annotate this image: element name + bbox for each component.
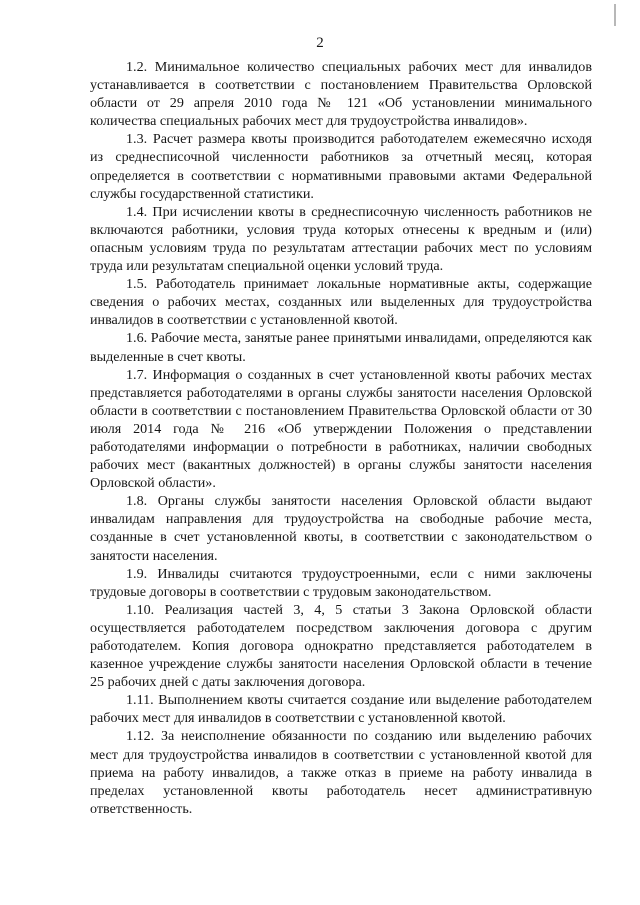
page-number: 2 <box>316 35 324 51</box>
scan-edge-mark <box>614 4 616 26</box>
paragraph-1-8: 1.8. Органы службы занятости населения Орловской области выдают инвалидам направления для трудоустройства на свободные рабочие места, созданные в счет установленной квоты, в соответствии с законодательством о занятости населения. <box>90 493 592 564</box>
document-body <box>90 58 592 818</box>
paragraph-1-6: 1.6. Рабочие места, занятые ранее принятыми инвалидами, определяются как выделенные в счет квоты. <box>90 330 592 365</box>
paragraph-1-3: 1.3. Расчет размера квоты производится работодателем ежемесячно исходя из среднесписочной численности работников за отчетный месяц, которая определяется в соответствии с нормативными правовыми актами Федеральной службы государственной статистики. <box>90 131 592 202</box>
paragraph-1-7: 1.7. Информация о созданных в счет установленной квоты рабочих местах представляется работодателями в органы службы занятости населения Орловской области в соответствии с постановлением Правительства Орловской области от 30 июля 2014 года № 216 «Об утверждении Положения о представлении работодателями информации о потребности в работниках, наличии свободных рабочих мест (вакантных должностей) в органы службы занятости населения Орловской области». <box>90 366 592 492</box>
paragraph-1-5: 1.5. Работодатель принимает локальные нормативные акты, содержащие сведения о рабочих местах, созданных или выделенных для трудоустройства инвалидов в соответствии с установленной квотой. <box>90 276 592 329</box>
paragraph-1-4: 1.4. При исчислении квоты в среднесписочную численность работников не включаются работники, условия труда которых отнесены к вредным и (или) опасным условиям труда по результатам аттестации рабочих мест по условиям труда или результатам специальной оценки условий труда. <box>90 203 592 275</box>
paragraph-1-12: 1.12. За неисполнение обязанности по созданию или выделению рабочих мест для трудоустройства инвалидов в соответствии с установленной квотой для приема на работу инвалидов, а также отказ в приеме на работу инвалида в пределах установленной квоты работодатель несет административную ответственность. <box>90 728 592 817</box>
paragraph-1-11: 1.11. Выполнением квоты считается создание или выделение работодателем рабочих мест для инвалидов в соответствии с установленной квотой. <box>90 692 592 727</box>
paragraph-1-2: 1.2. Минимальное количество специальных рабочих мест для инвалидов устанавливается в соответствии с постановлением Правительства Орловской области от 29 апреля 2010 года № 121 «Об установлении минимального количества специальных рабочих мест для трудоустройства инвалидов». <box>90 59 592 130</box>
paragraph-1-9: 1.9. Инвалиды считаются трудоустроенными, если с ними заключены трудовые договоры в соответствии с трудовым законодательством. <box>90 565 592 600</box>
paragraph-1-10: 1.10. Реализация частей 3, 4, 5 статьи 3 Закона Орловской области осуществляется работодателем посредством заключения договора с другим работодателем. Копия договора однократно представляется работодателем в казенное учреждение службы занятости населения Орловской области в течение 25 рабочих дней с даты заключения договора. <box>90 601 592 691</box>
